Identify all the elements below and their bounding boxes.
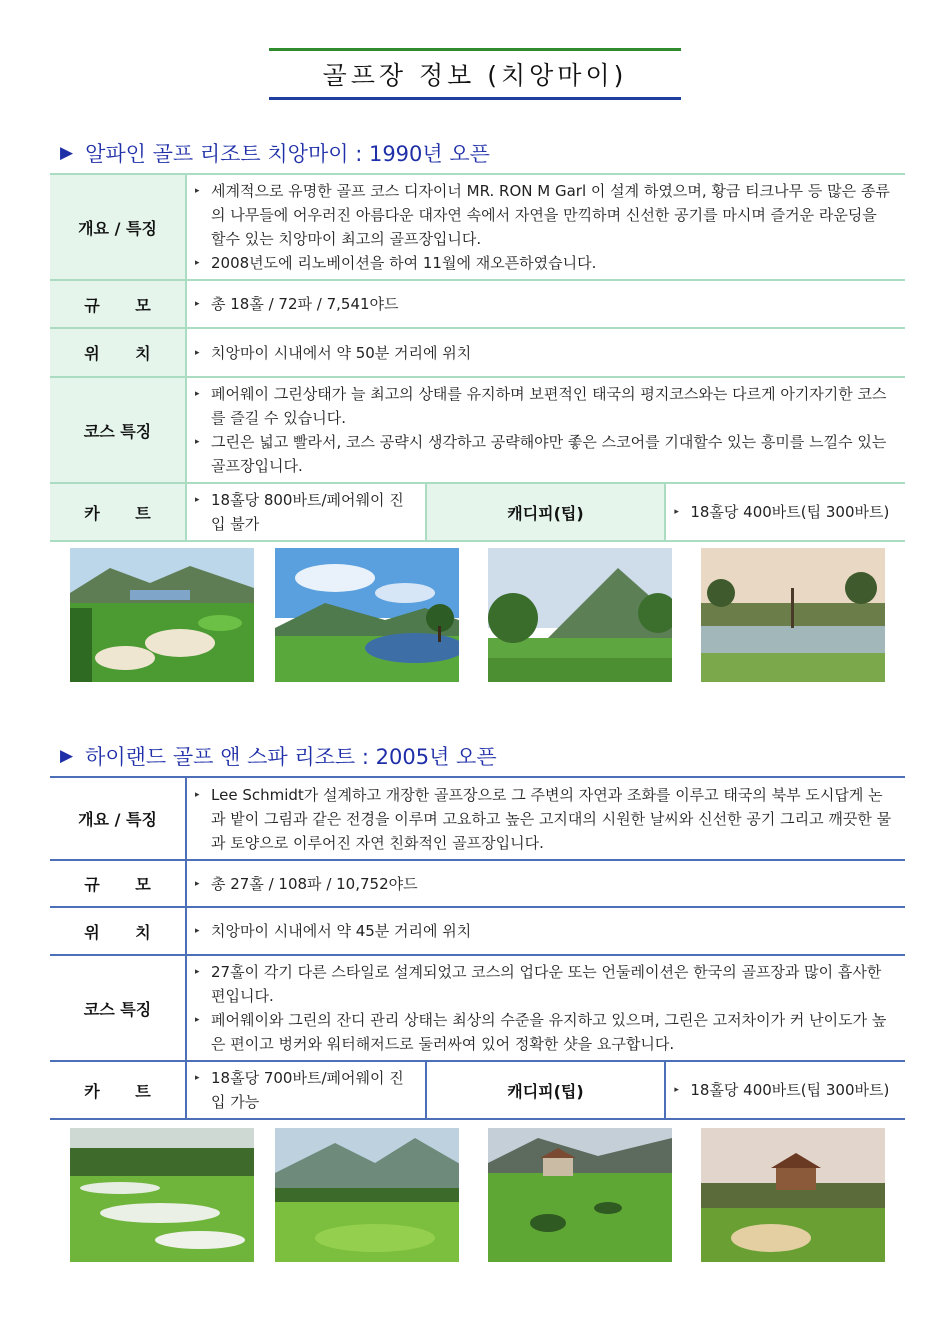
label-course: 코스 특징 [50, 955, 186, 1061]
row-course [50, 377, 905, 483]
section-heading-highland [60, 741, 497, 771]
section-heading-text: 알파인 골프 리조트 치앙마이 : 1990년 오픈 [85, 142, 490, 166]
content-cart: ▸ 18홀당 800바트/페어웨이 진입 불가 [186, 483, 426, 541]
row-overview [50, 174, 905, 280]
bullet-icon: ▸ [195, 789, 200, 800]
content-overview [186, 777, 905, 860]
bullet-item: ▸ 세계적으로 유명한 골프 코스 디자이너 MR. RON M Garl 이 설계 하였으며, 황금 티크나무 등 많은 종류의 나무들에 어우러진 아름다운 대자연 속에서 자연을 만끽하며 신선한 공기를 마시며 즐거운 라운딩을 할수 있는 치앙마이 최고의 골프장입니다. [195, 179, 895, 251]
triangle-bullet-icon: ▶ [60, 143, 74, 163]
label-course: 코스 특징 [50, 377, 186, 483]
info-table-alpine [50, 173, 905, 542]
label-location: 위 치 [50, 907, 186, 955]
row-location [50, 907, 905, 955]
bullet-icon: ▸ [195, 878, 200, 889]
content-scale: ▸ 총 18홀 / 72파 / 7,541야드 [186, 280, 905, 328]
row-cart [50, 1061, 905, 1119]
content-caddie: ▸ 18홀당 400바트(팁 300바트) [665, 483, 905, 541]
bullet-icon: ▸ [195, 389, 200, 399]
bullet-icon: ▸ [195, 186, 200, 196]
label-overview: 개요 / 특징 [50, 777, 186, 860]
label-cart: 카 트 [50, 483, 186, 541]
photo-alpine-3 [488, 548, 672, 682]
bullet-icon: ▸ [195, 1015, 200, 1025]
bullet-item: ▸ Lee Schmidt가 설계하고 개장한 골프장으로 그 주변의 자연과 조화를 이루고 태국의 북부 도시답게 논과 밭이 그림과 같은 전경을 이루며 고요하고 높은 고지대의 시원한 날씨와 신선한 공기 그리고 깨끗한 물과 토양으로 이루어진 자연 친화적인 골프장입니다. [195, 783, 895, 855]
row-course [50, 955, 905, 1061]
bullet-icon: ▸ [195, 299, 200, 309]
triangle-bullet-icon: ▶ [60, 746, 74, 766]
info-table-highland [50, 776, 905, 1120]
bullet-icon: ▸ [195, 1073, 200, 1083]
content-location: ▸ 치앙마이 시내에서 약 50분 거리에 위치 [186, 328, 905, 377]
content-caddie: ▸ 18홀당 400바트(팁 300바트) [665, 1061, 905, 1119]
row-overview [50, 777, 905, 860]
bullet-icon: ▸ [674, 1085, 679, 1095]
label-cart: 카 트 [50, 1061, 186, 1119]
label-caddie: 캐디피(팁) [426, 1061, 666, 1119]
label-location: 위 치 [50, 328, 186, 377]
bullet-icon: ▸ [195, 495, 200, 505]
content-course [186, 955, 905, 1061]
row-scale [50, 860, 905, 907]
section-heading-alpine [60, 138, 490, 168]
content-cart: ▸ 18홀당 700바트/페어웨이 진입 가능 [186, 1061, 426, 1119]
bullet-icon: ▸ [195, 926, 200, 936]
bullet-item: ▸ 27홀이 각기 다른 스타일로 설계되었고 코스의 업다운 또는 언둘레이션은 한국의 골프장과 많이 흡사한 편입니다. [195, 960, 895, 1008]
photo-alpine-2 [275, 548, 459, 682]
label-caddie: 캐디피(팁) [426, 483, 666, 541]
bullet-icon: ▸ [195, 347, 200, 358]
content-location: ▸ 치앙마이 시내에서 약 45분 거리에 위치 [186, 907, 905, 955]
photo-highland-4 [701, 1128, 885, 1262]
row-cart [50, 483, 905, 541]
label-scale: 규 모 [50, 280, 186, 328]
bullet-item: ▸ 페어웨이 그린상태가 늘 최고의 상태를 유지하며 보편적인 태국의 평지코스와는 다르게 아기자기한 코스를 즐길 수 있습니다. [195, 382, 895, 430]
content-scale: ▸ 총 27홀 / 108파 / 10,752야드 [186, 860, 905, 907]
photo-highland-2 [275, 1128, 459, 1262]
photo-highland-3 [488, 1128, 672, 1262]
row-scale [50, 280, 905, 328]
bullet-icon: ▸ [195, 967, 200, 977]
label-scale: 규 모 [50, 860, 186, 907]
content-course [186, 377, 905, 483]
bullet-item: ▸ 페어웨이와 그린의 잔디 관리 상태는 최상의 수준을 유지하고 있으며, 그린은 고저차이가 커 난이도가 높은 편이고 벙커와 워터해저드로 둘러싸여 있어 정확한 샷을 요구합니다. [195, 1008, 895, 1056]
photo-alpine-1 [70, 548, 254, 682]
bullet-icon: ▸ [674, 507, 679, 517]
row-location [50, 328, 905, 377]
bullet-item: ▸ 그린은 넓고 빨라서, 코스 공략시 생각하고 공략해야만 좋은 스코어를 기대할수 있는 흥미를 느낄수 있는 골프장입니다. [195, 430, 895, 478]
section-heading-text: 하이랜드 골프 앤 스파 리조트 : 2005년 오픈 [85, 745, 497, 769]
label-overview: 개요 / 특징 [50, 174, 186, 280]
photo-alpine-4 [701, 548, 885, 682]
content-overview [186, 174, 905, 280]
photo-highland-1 [70, 1128, 254, 1262]
page-title: 골프장 정보 (치앙마이) [269, 48, 681, 100]
bullet-item: ▸ 2008년도에 리노베이션을 하여 11월에 재오픈하였습니다. [195, 251, 895, 275]
bullet-icon: ▸ [195, 437, 200, 447]
bullet-icon: ▸ [195, 258, 200, 268]
